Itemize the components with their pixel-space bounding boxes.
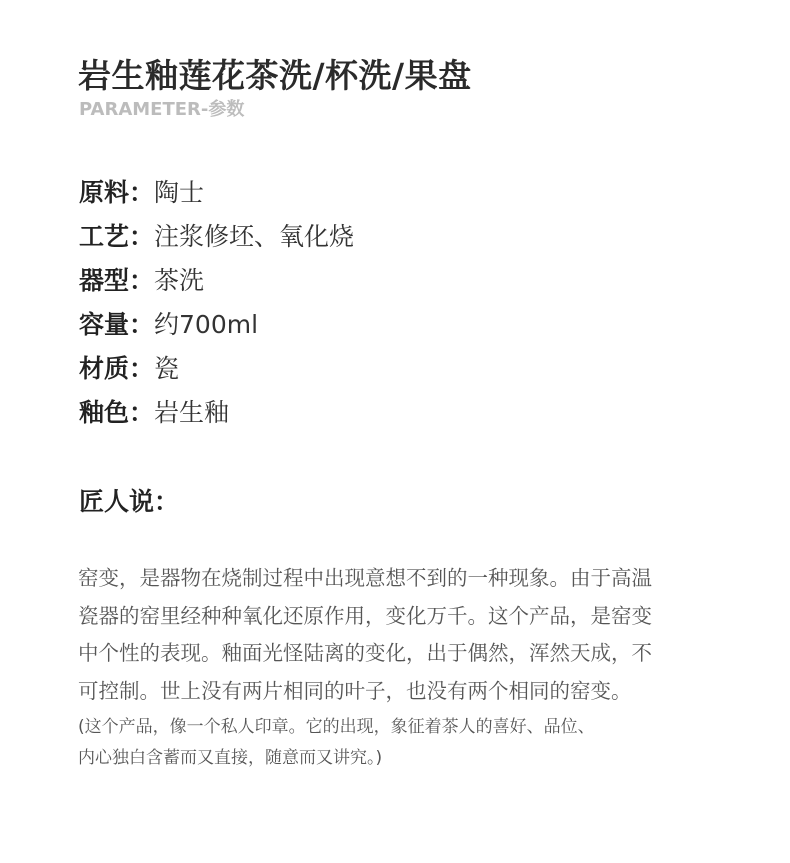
param-row-shape (79, 263, 354, 307)
section-subtitle: PARAMETER-参数 (79, 99, 245, 120)
param-row-material (79, 175, 354, 219)
param-value: 注浆修坯、氧化烧 (154, 222, 355, 251)
param-value: 陶士 (154, 178, 205, 207)
artisan-description (78, 560, 758, 774)
product-title: 岩生釉莲花茶洗/杯洗/果盘 (78, 56, 472, 95)
note-line: 内心独白含蓄而又直接，随意而又讲究。) (78, 748, 383, 768)
parameter-list (79, 175, 354, 439)
artisan-heading: 匠人说： (79, 487, 180, 516)
description-line: 中个性的表现。釉面光怪陆离的变化，出于偶然，浑然天成，不 (78, 641, 652, 665)
description-line: 窑变，是器物在烧制过程中出现意想不到的一种现象。由于高温 (78, 566, 652, 590)
param-label: 器型： (79, 266, 155, 295)
note-line: (这个产品，像一个私人印章。它的出现，象征着茶人的喜好、品位、 (78, 717, 595, 737)
artisan-note (78, 712, 758, 774)
param-label: 容量： (79, 310, 155, 339)
param-label: 材质： (79, 354, 155, 383)
param-value: 约700ml (154, 310, 259, 339)
description-line: 瓷器的窑里经种种氧化还原作用，变化万千。这个产品，是窑变 (78, 603, 652, 628)
param-row-capacity (79, 307, 354, 351)
param-label: 原料： (79, 178, 155, 207)
param-label: 釉色： (79, 398, 155, 427)
param-row-texture (79, 351, 354, 395)
param-value: 茶洗 (154, 266, 205, 295)
param-value: 瓷 (154, 354, 180, 383)
param-row-process (79, 219, 354, 263)
param-value: 岩生釉 (154, 398, 230, 427)
param-label: 工艺： (79, 222, 155, 251)
param-row-glaze (79, 395, 354, 439)
description-line: 可控制。世上没有两片相同的叶子，也没有两个相同的窑变。 (78, 678, 632, 703)
